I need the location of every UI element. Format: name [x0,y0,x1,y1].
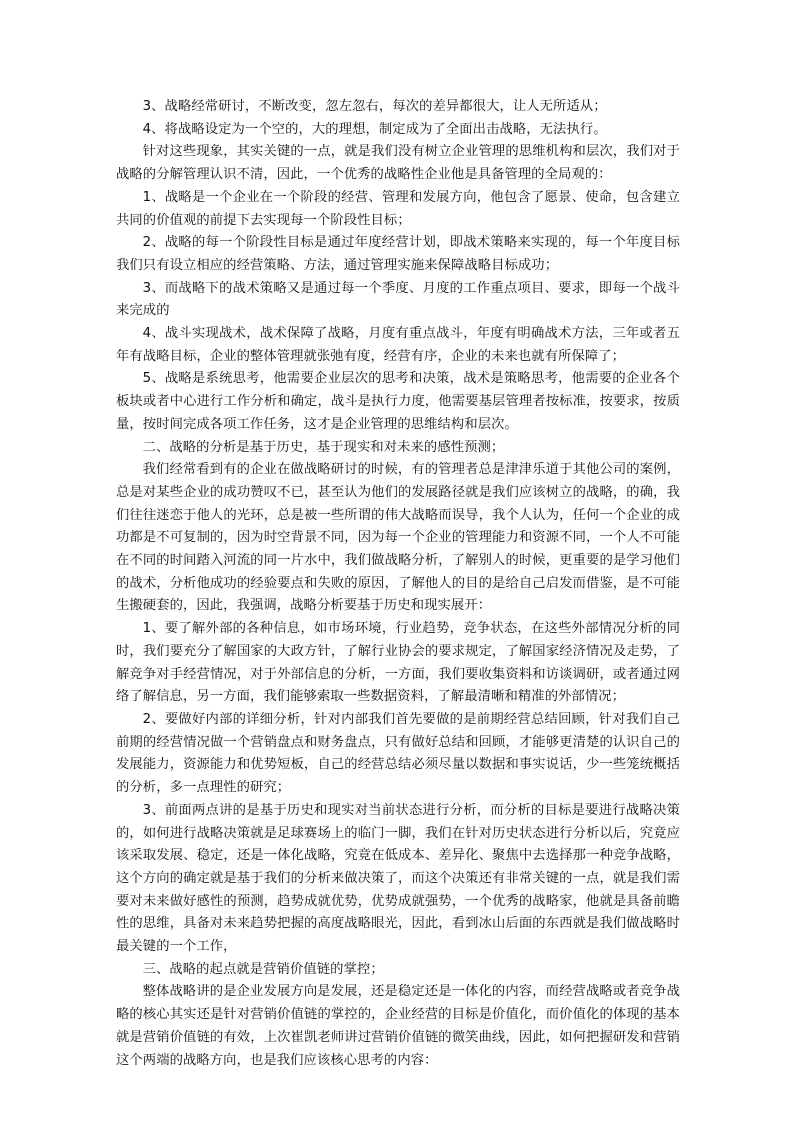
paragraph-value-chain: 整体战略讲的是企业发展方向是发展，还是稳定还是一体化的内容，而经营战略或者竞争战略的核心其实还是针对营销价值链的掌控的，企业经营的目标是价值化，而价值化的体现的基本就是营销价值链的有效，上次崔凯老师讲过营销价值链的微笑曲线，因此，如何把握研发和营销这个两端的战略方向，也是我们应该核心思考的内容： [116,984,680,1068]
paragraph-point-2: 2、战略的每一个阶段性目标是通过年度经营计划，即战术策略来实现的，每一个年度目标我们只有设立相应的经营策略、方法，通过管理实施来保障战略目标成功； [116,235,680,273]
paragraph-strategy-decision: 3、前面两点讲的是基于历史和现实对当前状态进行分析，而分析的目标是要进行战略决策的，如何进行战略决策就是足球赛场上的临门一脚，我们在针对历史状态进行分析以后，究竟应该采取发展、稳定，还是一体化战略，究竟在低成本、差异化、聚焦中去选择那一种竞争战略，这个方向的确定就是基于我们的分析来做决策了，而这个决策还有非常关键的一点，就是我们需要对未来做好感性的预测，趋势成就优势，优势成就强势，一个优秀的战略家，他就是具备前瞻性的思维，具备对未来趋势把握的高度战略眼光，因此，看到冰山后面的东西就是我们做战略时最关键的一个工作， [116,802,680,955]
document-page [116,96,680,1072]
section-heading-3: 三、战略的起点就是营销价值链的掌控； [142,961,384,977]
paragraph-internal-analysis: 2、要做好内部的详细分析，针对内部我们首先要做的是前期经营总结回顾，针对我们自己前期的经营情况做一个营销盘点和财务盘点，只有做好总结和回顾，才能够更清楚的认识自己的发展能力，资源能力和优势短板，自己的经营总结必须尽量以数据和事实说话，少一些笼统概括的分析，多一点理性的研究； [116,711,680,796]
paragraph-strategy-problem-4: 4、将战略设定为一个空的，大的理想，制定成为了全面出击战略，无法执行。 [142,121,607,137]
paragraph-point-3: 3、而战略下的战术策略又是通过每一个季度、月度的工作重点项目、要求，即每一个战斗来完成的 [116,280,680,319]
paragraph-point-5: 5、战略是系统思考，他需要企业层次的思考和决策，战术是策略思考，他需要的企业各个板块或者中心进行工作分析和确定，战斗是执行力度，他需要基层管理者按标准，按要求，按质量，按时间完成各项工作任务，这才是企业管理的思维结构和层次。 [116,371,680,432]
section-heading-2: 二、战略的分析是基于历史，基于现实和对未来的感性预测； [142,439,505,455]
paragraph-strategy-problem-3: 3、战略经常研讨，不断改变，忽左忽右，每次的差异都很大，让人无所适从； [142,99,607,114]
paragraph-point-4: 4、战斗实现战术，战术保障了战略，月度有重点战斗，年度有明确战术方法，三年或者五年有战略目标，企业的整体管理就张弛有度，经营有序，企业的未来也就有所保障了； [116,326,680,364]
paragraph-external-analysis: 1、要了解外部的各种信息，如市场环境，行业趋势，竞争状态，在这些外部情况分析的同时，我们要充分了解国家的大政方针，了解行业协会的要求规定，了解国家经济情况及走势，了解竞争对手经营情况，对于外部信息的分析，一方面，我们要收集资料和访谈调研，或者通过网络了解信息，另一方面，我们能够索取一些数据资料，了解最清晰和精准的外部情况； [116,621,680,705]
paragraph-management-overview: 针对这些现象，其实关键的一点，就是我们没有树立企业管理的思维机构和层次，我们对于战略的分解管理认识不清，因此，一个优秀的战略性企业他是具备管理的全局观的： [116,144,680,183]
paragraph-strategy-analysis: 我们经常看到有的企业在做战略研讨的时候，有的管理者总是津津乐道于其他公司的案例，总是对某些企业的成功赞叹不已，甚至认为他们的发展路径就是我们应该树立的战略，的确，我们往往迷恋于他人的光环，总是被一些所谓的伟大战略而误导，我个人认为，任何一个企业的成功都是不可复制的，因为时空背景不同，因为每一个企业的管理能力和资源不同，一个人不可能在不同的时间踏入河流的同一片水中，我们做战略分析，了解别人的时候，更重要的是学习他们的战术，分析他成功的经验要点和失败的原因，了解他人的目的是给自己启发而借鉴，是不可能生搬硬套的，因此，我强调，战略分析要基于历史和现实展开： [116,462,680,614]
paragraph-point-1: 1、战略是一个企业在一个阶段的经营、管理和发展方向，他包含了愿景、使命，包含建立共同的价值观的前提下去实现每一个阶段性目标； [116,189,680,228]
